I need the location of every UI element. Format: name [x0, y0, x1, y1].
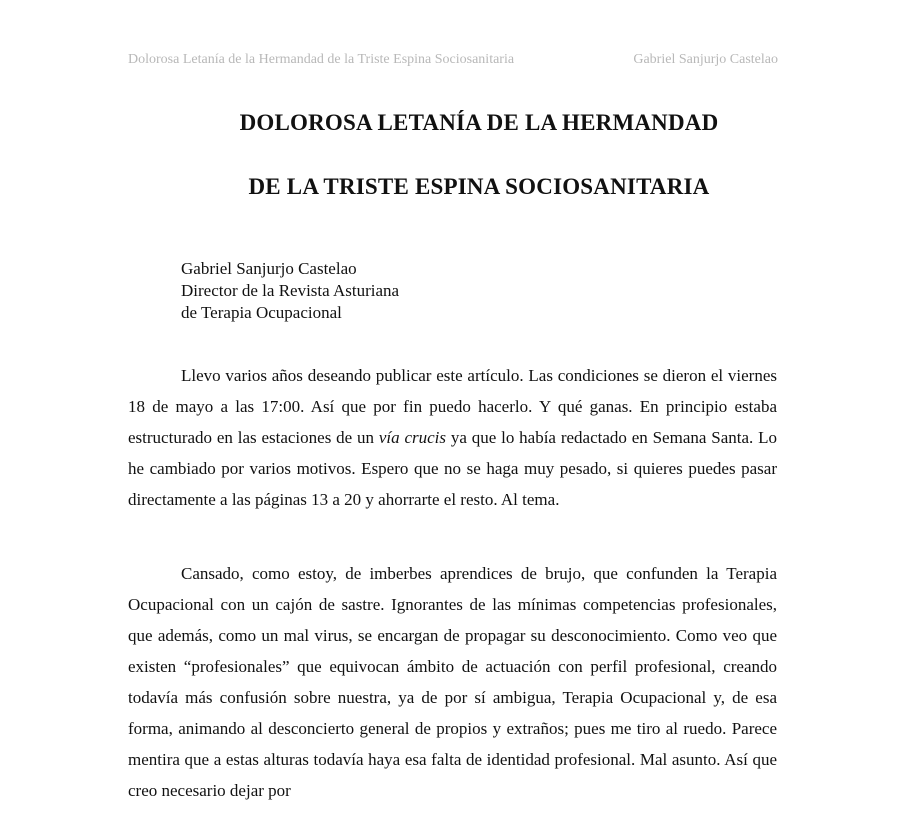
header-author-name: Gabriel Sanjurjo Castelao [633, 52, 778, 67]
body-paragraph-2: Cansado, como estoy, de imberbes aprendices de brujo, que confunden la Terapia Ocupacional con un cajón de sastre. Ignorantes de las mínimas competencias profesionales, que además, como un mal virus, se encargan de propagar su desconocimiento. Como veo que existen “profesionales” que equivocan ámbito de actuación con perfil profesional, creando todavía más confusión sobre nuestra, ya de por sí ambigua, Terapia Ocupacional y, de esa forma, animando al desconcierto general de propios y extraños; pues me tiro al ruedo. Parece mentira que a estas alturas todavía haya esa falta de identidad profesional. Mal asunto. Así que creo necesario dejar por [128, 564, 777, 800]
paragraph-1-text-end: ya que lo había redactado en Semana Santa. Lo he cambiado por varios motivos. Espero que no se haga muy pesado, si quieres puedes pasar directamente a las páginas 13 a 20 y ahorrarte el resto. Al tema. [128, 428, 777, 509]
body-paragraph-1 [128, 360, 777, 515]
running-header [128, 52, 778, 72]
header-document-title: Dolorosa Letanía de la Hermandad de la Triste Espina Sociosanitaria [128, 52, 515, 67]
document-title-line-1: DOLOROSA LETANÍA DE LA HERMANDAD [239, 110, 719, 135]
author-role-line-1: Director de la Revista Asturiana [181, 281, 400, 300]
document-title-line-2: DE LA TRISTE ESPINA SOCIOSANITARIA [248, 174, 710, 199]
author-name: Gabriel Sanjurjo Castelao [181, 259, 357, 278]
paragraph-1-text-start: Llevo varios años deseando publicar este artículo. Las condiciones se dieron el viernes 18 de mayo a las 17:00. Así que por fin puedo hacerlo. Y qué ganas. En principio estaba estructurado en las estaciones de un [128, 366, 777, 447]
paragraph-1-italic-term: vía crucis [378, 428, 447, 447]
author-block [181, 258, 399, 324]
author-role-line-2: de Terapia Ocupacional [181, 303, 342, 322]
